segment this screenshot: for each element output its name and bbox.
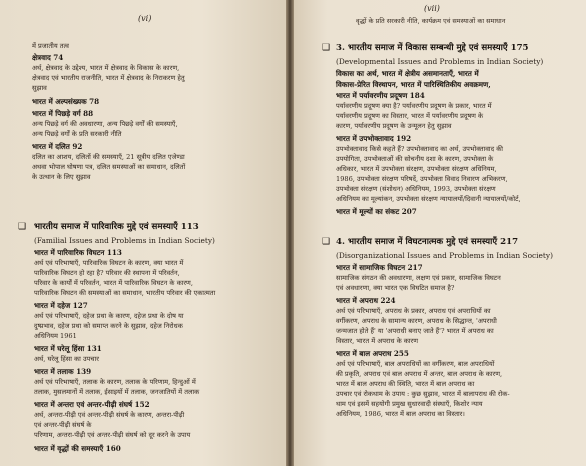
toc-line: विस्तार, भारत में अपराध के कारण — [336, 337, 418, 345]
toc-line: परिवार के कार्यों में परिवर्तन, भारत में पारिवारिक विघटन के कारण, — [34, 279, 193, 287]
toc-line: परिणाम, अन्तरा-पीढ़ी एवं अन्तर-पीढ़ी संघर्ष को दूर करने के उपाय — [34, 431, 191, 439]
toc-line: अर्थ एवं परिभाषाएँ, पारिवारिक विघटन के कारण, क्या भारत में — [34, 259, 184, 267]
book-gutter — [286, 0, 294, 466]
toc-line: अर्थ एवं परिभाषाएँ, अपराध के प्रकार, अपराध एवं अपराधियों का — [336, 307, 491, 315]
toc-line: भारत में तलाक 139 — [34, 367, 92, 376]
toc-line: क्षेत्रवाद एवं भारतीय राजनीति, भारत में क्षेत्रवाद के निराकरण हेतु — [32, 74, 185, 82]
toc-line: थाम एवं इसमें सहयोगी प्रमुख सुधारवादी संस्थाएँ, किशोर न्याय — [336, 400, 483, 408]
toc-line: अर्थ एवं परिभाषाएँ, दहेज प्रथा के कारण, दहेज प्रथा के दोष या — [34, 312, 184, 320]
toc-line: 4. भारतीय समाज में विघटनात्मक मुद्दे एवं समस्याएँ 217 — [336, 237, 519, 247]
toc-line: भारत में पर्यावरणीय प्रदूषण 184 — [336, 91, 425, 100]
toc-line: अधिनियम, 1986, भारत में बाल अपराध का विस्तार। — [336, 410, 465, 418]
toc-line: भारत में बाल अपराध की स्थिति, भारत में बाल अपराध का — [336, 380, 475, 388]
toc-line: दुष्प्रभाव, दहेज प्रथा को समाप्त करने के सुझाव, दहेज निरोधक — [34, 322, 183, 330]
toc-line: भारत में अल्पसंख्यक 78 — [32, 97, 100, 106]
toc-line: भारत में उपभोक्तावाद 192 — [336, 134, 412, 143]
toc-line: 3. भारतीय समाज में विकास सम्बन्धी मुद्दे एवं समस्याएँ 175 — [336, 43, 529, 53]
toc-line: सुझाव — [32, 84, 47, 92]
toc-line: पारिवारिक विघटन हो रहा है? परिवार की स्थापना में परिवर्तन, — [34, 269, 180, 277]
toc-line: विकास का अर्थ, भारत में क्षेत्रीय असमानताएँ, भारत में — [336, 69, 479, 78]
toc-line: अर्थ एवं परिभाषाएँ, तलाक के कारण, तलाक के परिणाम, हिन्दुओं में — [34, 378, 196, 386]
toc-line: भारत में मूल्यों का संकट 207 — [336, 207, 417, 216]
toc-line: दलित का आशय, दलितों की समस्याएँ, 21 सूत्रीय दलित एजेण्डा — [32, 153, 185, 161]
toc-line: पारिवारिक विघटन की समस्याओं का समाधान, भारतीय परिवार की एकात्मता — [34, 289, 216, 297]
page-number: (vi) — [138, 14, 152, 23]
toc-line: अन्य पिछड़े वर्ग की अवधारणा, अन्य पिछड़े वर्गों की समस्याएँ, — [32, 120, 178, 128]
toc-line: उपचार एवं रोकथाम के उपाय : कुछ सुझाव, भारत में बालापराध की रोक- — [336, 390, 510, 398]
toc-line: भारत में घरेलू हिंसा 131 — [34, 344, 102, 353]
toc-line: अथवा भोपाल घोषणा पत्र, दलित समस्याओं का समाधान, दलितों — [32, 163, 186, 171]
toc-line: एवं अन्तर-पीढ़ी संघर्ष के — [34, 421, 92, 429]
toc-line: अधिनियम का मूल्यांकन, उपभोक्ता संरक्षण न्यायालयों/दिवानी न्यायालयों/कोर्ट, — [336, 195, 521, 203]
toc-line: क्षेत्रवाद 74 — [32, 53, 64, 62]
toc-line: भारत में अपराध 224 — [336, 296, 396, 305]
toc-line: की प्रकृति, अपराध एवं बाल अपराध में अन्तर, बाल अपराध के कारण, — [336, 370, 503, 378]
toc-line: अधिनियम 1961 — [34, 332, 77, 340]
toc-line: वर्गीकरण, अपराध के सामान्य कारण, अपराध के सिद्धान्त, 'अपराधी — [336, 317, 497, 325]
toc-line: सामाजिक संगठन की अवधारणा, लक्षण एवं प्रकार, सामाजिक विघटन — [336, 274, 501, 282]
toc-line: (Disorganizational Issues and Problems in Indian Society) — [336, 251, 553, 260]
toc-line: में प्रजातीय तत्व — [32, 42, 69, 50]
toc-line: उपयोगिता, उपभोक्ताओं की सोचनीय दशा के कारण, उपभोक्ता के — [336, 155, 494, 163]
toc-line: (Developmental Issues and Problems in Indian Society) — [336, 57, 544, 66]
toc-line: एवं अवधारणा, क्या भारत एक विघटित समाज है? — [336, 284, 455, 292]
toc-line: भारत में दलित 92 — [32, 142, 83, 151]
toc-line: उपभोक्तावाद किसे कहते हैं? उपभोक्तावाद का अर्थ, उपभोक्तावाद की — [336, 145, 503, 153]
toc-line: पर्यावरणीय प्रदूषण का विस्तार, भारत में पर्यावरणीय प्रदूषण के — [336, 112, 484, 120]
toc-line: भारत में पिछड़े वर्ग 88 — [32, 109, 94, 118]
bullet-icon: ❑ — [322, 43, 331, 53]
left-page — [0, 0, 288, 466]
toc-line: तलाक, मुसलमानों में तलाक, ईसाइयों में तलाक, जनजातियों में तलाक — [34, 388, 200, 396]
toc-line: अर्थ, अन्तरा-पीढ़ी एवं अन्तर-पीढ़ी संघर्ष के कारण, अन्तरा-पीढ़ी — [34, 411, 185, 419]
bullet-icon: ❑ — [322, 237, 331, 247]
toc-line: विकास-प्रेरित विस्थापन, भारत में पारिस्थितिकीय अवक्रमण, — [336, 80, 491, 89]
toc-line: भारतीय समाज में पारिवारिक मुद्दे एवं समस्याएँ 113 — [34, 222, 199, 232]
running-head: वृद्धों के प्रति सरकारी नीति, कार्यक्रम एवं समस्याओं का समाधान — [356, 17, 506, 25]
toc-line: 1986, उपभोक्ता संरक्षण परिषदें, उपभोक्ता विवाद निवारण अभिकरण, — [336, 175, 508, 183]
toc-line: के उत्थान के लिए सुझाव — [32, 173, 91, 181]
toc-line: भारत में पारिवारिक विघटन 113 — [34, 248, 122, 257]
right-page — [292, 0, 586, 466]
toc-line: अर्थ एवं परिभाषाएँ, बाल अपराधियों का वर्गीकरण, बाल अपराधियों — [336, 360, 495, 368]
toc-line: (Familial Issues and Problems in Indian Society) — [34, 236, 215, 245]
toc-line: अर्थ, घरेलू हिंसा का उपचार — [34, 355, 99, 363]
toc-line: पर्यावरणीय प्रदूषण क्या है? पर्यावरणीय प्रदूषण के प्रकार, भारत में — [336, 102, 492, 110]
bullet-icon: ❑ — [18, 222, 27, 232]
toc-line: भारत में दहेज 127 — [34, 301, 88, 310]
toc-line: जन्मजात होते हैं' या 'अपराधी बनाए जाते हैं'? भारत में अपराध का — [336, 327, 494, 335]
toc-line: कारण, पर्यावरणीय प्रदूषण के उन्मूलन हेतु सुझाव — [336, 122, 452, 130]
toc-line: अधिकार, भारत में उपभोक्ता संरक्षण, उपभोक्ता संरक्षण अधिनियम, — [336, 165, 497, 173]
toc-line: भारत में अन्तरा एवं अन्तर-पीढ़ी संघर्ष 152 — [34, 400, 150, 409]
page-number: (vii) — [424, 4, 440, 13]
toc-line: अर्थ, क्षेत्रवाद के उद्देश्य, भारत में क्षेत्रवाद के विकास के कारण, — [32, 64, 180, 72]
toc-line: भारत में वृद्धों की समस्याएँ 160 — [34, 444, 121, 453]
toc-line: उपभोक्ता संरक्षण (संशोधन) अधिनियम, 1993, उपभोक्ता संरक्षण — [336, 185, 496, 193]
toc-line: अन्य पिछड़े वर्गों के प्रति सरकारी नीति — [32, 130, 122, 138]
toc-line: भारत में सामाजिक विघटन 217 — [336, 263, 423, 272]
toc-line: भारत में बाल अपराध 255 — [336, 349, 409, 358]
